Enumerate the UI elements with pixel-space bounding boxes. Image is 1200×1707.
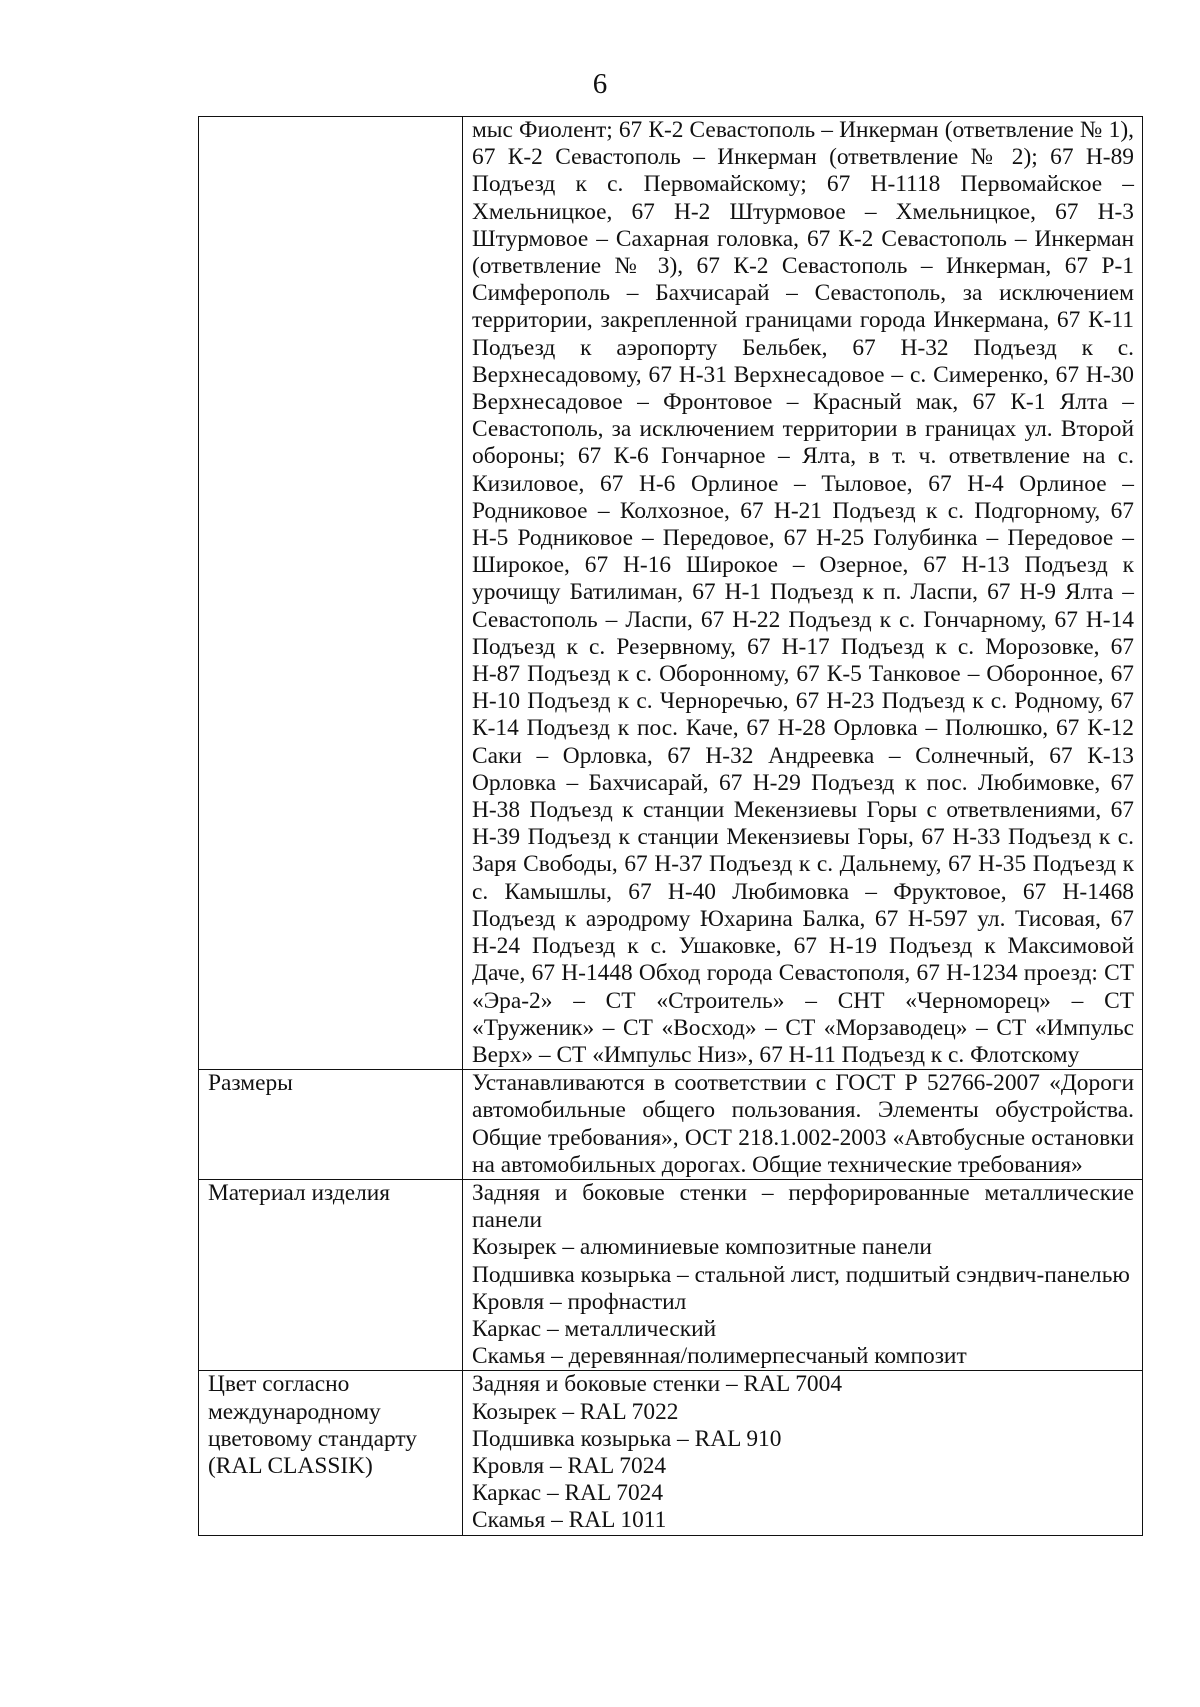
material-item: Каркас – металлический <box>472 1315 717 1342</box>
color-label-line: Цвет согласно <box>208 1371 350 1398</box>
dimensions-label: Размеры <box>199 1070 463 1180</box>
table-row-dimensions <box>199 1070 1143 1180</box>
material-label: Материал изделия <box>199 1179 463 1370</box>
routes-label-cell <box>199 117 463 1070</box>
specification-table <box>198 116 1143 1536</box>
material-list <box>463 1179 1143 1370</box>
table-row-color <box>199 1371 1143 1535</box>
color-label-line: международному <box>208 1398 381 1425</box>
color-label <box>199 1371 463 1535</box>
page-number: 6 <box>592 68 608 100</box>
color-item: Кровля – RAL 7024 <box>472 1452 667 1479</box>
color-item: Скамья – RAL 1011 <box>472 1507 667 1534</box>
material-item: Кровля – профнастил <box>472 1288 687 1315</box>
color-item: Каркас – RAL 7024 <box>472 1480 664 1507</box>
material-item: Козырек – алюминиевые композитные панели <box>472 1234 932 1261</box>
material-item: Задняя и боковые стенки – перфорированные металлические панели <box>472 1179 1134 1234</box>
color-item: Подшивка козырька – RAL 910 <box>472 1425 782 1452</box>
color-item: Задняя и боковые стенки – RAL 7004 <box>472 1371 843 1398</box>
table-row-routes <box>199 117 1143 1070</box>
color-label-line: цветовому стандарту <box>208 1425 417 1452</box>
color-list <box>463 1371 1143 1535</box>
material-item: Подшивка козырька – стальной лист, подшитый сэндвич-панелью <box>472 1261 1130 1288</box>
color-label-line: (RAL CLASSIK) <box>208 1452 373 1479</box>
routes-list-text: мыс Фиолент; 67 К-2 Севастополь – Инкерман (ответвление № 1), 67 К-2 Севастополь – Инкерман (ответвление № 2); 67 Н-89 Подъезд к с. Первомайскому; 67 Н-1118 Первомайское – Хмельницкое, 67 Н-2 Штурмовое – Хмельницкое, 67 Н-3 Штурмовое – Сахарная головка, 67 К-2 Севастополь – Инкерман (ответвление № 3), 67 К-2 Севастополь – Инкерман, 67 Р-1 Симферополь – Бахчисарай – Севастополь, за исключением территории, закрепленной границами города Инкермана, 67 К-11 Подъезд к аэропорту Бельбек, 67 Н-32 Подъезд к с. Верхнесадовому, 67 Н-31 Верхнесадовое – с. Симеренко, 67 Н-30 Верхнесадовое – Фронтовое – Красный мак, 67 К-1 Ялта – Севастополь, за исключением территории в границах ул. Второй обороны; 67 К-6 Гончарное – Ялта, в т. ч. ответвление на с. Кизиловое, 67 Н-6 Орлиное – Тыловое, 67 Н-4 Орлиное – Родниковое – Колхозное, 67 Н-21 Подъезд к с. Подгорному, 67 Н-5 Родниковое – Передовое, 67 Н-25 Голубинка – Передовое – Широкое, 67 Н-16 Широкое – Озерное, 67 Н-13 Подъезд к урочищу Батилиман, 67 Н-1 Подъезд к п. Ласпи, 67 Н-9 Ялта – Севастополь – Ласпи, 67 Н-22 Подъезд к с. Гончарному, 67 Н-14 Подъезд к с. Резервному, 67 Н-17 Подъезд к с. Морозовке, 67 Н-87 Подъезд к с. Оборонному, 67 К-5 Танковое – Оборонное, 67 Н-10 Подъезд к с. Черноречью, 67 Н-23 Подъезд к с. Родному, 67 К-14 Подъезд к пос. Каче, 67 Н-28 Орловка – Полюшко, 67 К-12 Саки – Орловка, 67 Н-32 Андреевка – Солнечный, 67 К-13 Орловка – Бахчисарай, 67 Н-29 Подъезд к пос. Любимовке, 67 Н-38 Подъезд к станции Мекензиевы Горы с ответвлениями, 67 Н-39 Подъезд к станции Мекензиевы Горы, 67 Н-33 Подъезд к с. Заря Свободы, 67 Н-37 Подъезд к с. Дальнему, 67 Н-35 Подъезд к с. Камышлы, 67 Н-40 Любимовка – Фруктовое, 67 Н-1468 Подъезд к аэродрому Юхарина Балка, 67 Н-597 ул. Тисовая, 67 Н-24 Подъезд к с. Ушаковке, 67 Н-19 Подъезд к Максимовой Даче, 67 Н-1448 Обход города Севастополя, 67 Н-1234 проезд: СТ «Эра-2» – СТ «Строитель» – СНТ «Черноморец» – СТ «Труженик» – СТ «Восход» – СТ «Морзаводец» – СТ «Импульс Верх» – СТ «Импульс Низ», 67 Н-11 Подъезд к с. Флотскому <box>463 117 1143 1070</box>
material-item: Скамья – деревянная/полимерпесчаный композит <box>472 1343 967 1370</box>
dimensions-text: Устанавливаются в соответствии с ГОСТ Р 52766-2007 «Дороги автомобильные общего пользования. Элементы обустройства. Общие требования», ОСТ 218.1.002-2003 «Автобусные остановки на автомобильных дорогах. Общие технические требования» <box>463 1070 1143 1180</box>
color-item: Козырек – RAL 7022 <box>472 1398 679 1425</box>
table-row-material <box>199 1179 1143 1370</box>
